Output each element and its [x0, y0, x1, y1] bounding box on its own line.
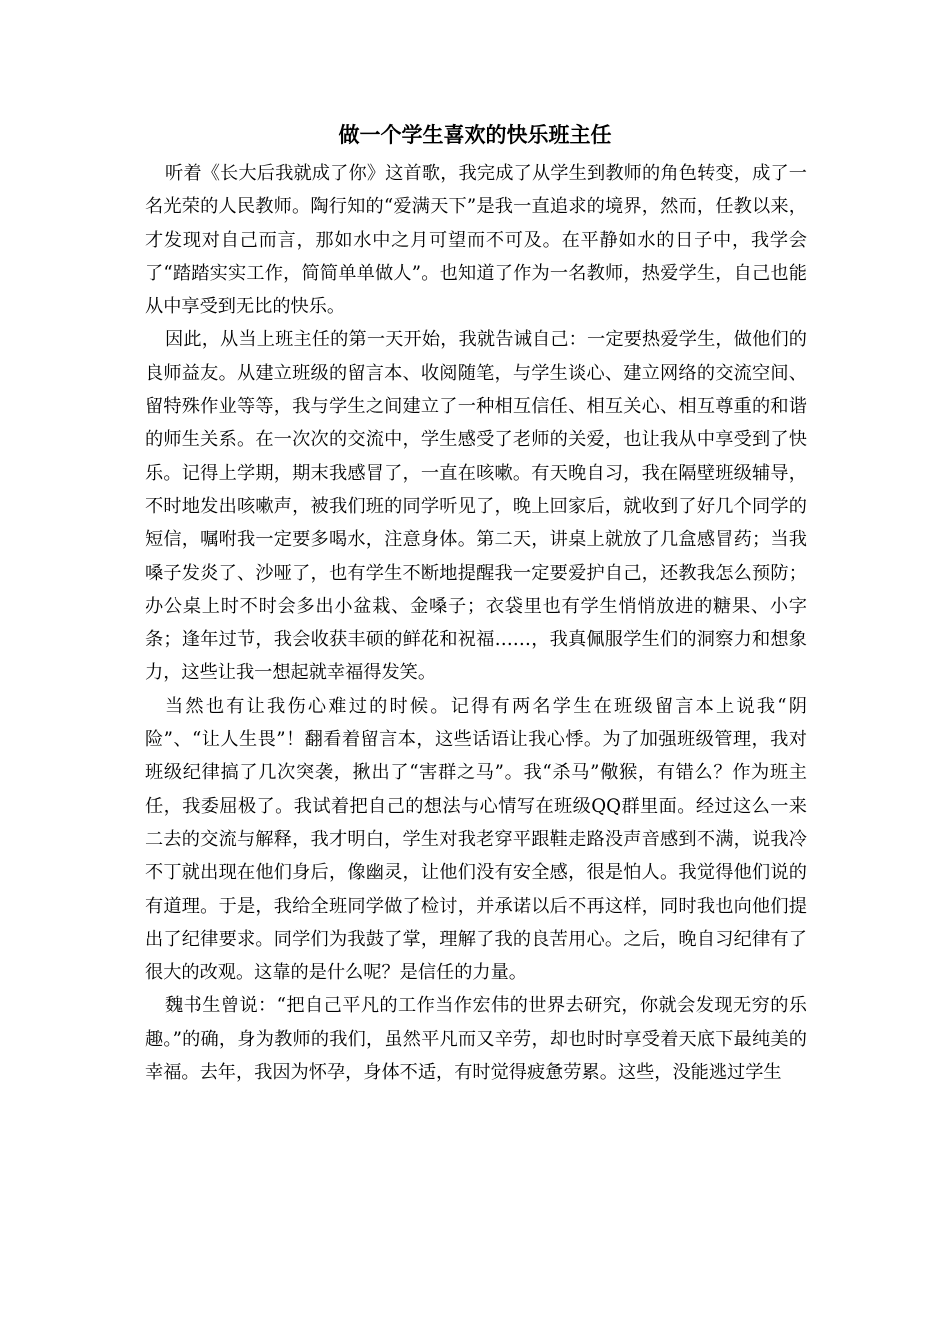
document-title: 做一个学生喜欢的快乐班主任 [338, 123, 612, 147]
document-body [145, 157, 807, 1089]
paragraph-3: 当然也有让我伤心难过的时候。记得有两名学生在班级留言本上说我“阴险”、“让人生畏”！翻看着留言本，这些话语让我心悸。为了加强班级管理，我对班级纪律搞了几次突袭，揪出了“害群之马”。我“杀马”儆猴，有错么？作为班主任，我委屈极了。我试着把自己的想法与心情写在班级QQ群里面。经过这么一来二去的交流与解释，我才明白，学生对我老穿平跟鞋走路没声音感到不满，说我冷不丁就出现在他们身后，像幽灵，让他们没有安全感，很是怕人。我觉得他们说的有道理。于是，我给全班同学做了检讨，并承诺以后不再这样，同时我也向他们提出了纪律要求。同学们为我鼓了掌，理解了我的良苦用心。之后，晚自习纪律有了很大的改观。这靠的是什么呢？是信任的力量。 [145, 695, 807, 984]
paragraph-4: 魏书生曾说：“把自己平凡的工作当作宏伟的世界去研究，你就会发现无穷的乐趣。”的确，身为教师的我们，虽然平凡而又辛劳，却也时时享受着天底下最纯美的幸福。去年，我因为怀孕，身体不适，有时觉得疲惫劳累。这些，没能逃过学生 [145, 995, 807, 1084]
paragraph-1: 听着《长大后我就成了你》这首歌，我完成了从学生到教师的角色转变，成了一名光荣的人民教师。陶行知的“爱满天下”是我一直追求的境界，然而，任教以来，才发现对自己而言，那如水中之月可望而不可及。在平静如水的日子中，我学会了“踏踏实实工作，简简单单做人”。也知道了作为一名教师，热爱学生，自己也能从中享受到无比的快乐。 [145, 163, 807, 318]
paragraph-2: 因此，从当上班主任的第一天开始，我就告诫自己：一定要热爱学生，做他们的良师益友。从建立班级的留言本、收阅随笔，与学生谈心、建立网络的交流空间、留特殊作业等等，我与学生之间建立了一种相互信任、相互关心、相互尊重的和谐的师生关系。在一次次的交流中，学生感受了老师的关爱，也让我从中享受到了快乐。记得上学期，期末我感冒了，一直在咳嗽。有天晚自习，我在隔壁班级辅导，不时地发出咳嗽声，被我们班的同学听见了，晚上回家后，就收到了好几个同学的短信，嘱咐我一定要多喝水，注意身体。第二天，讲桌上就放了几盒感冒药；当我嗓子发炎了、沙哑了，也有学生不断地提醒我一定要爱护自己，还教我怎么预防；办公桌上时不时会多出小盆栽、金嗓子；衣袋里也有学生悄悄放进的糖果、小字条；逢年过节，我会收获丰硕的鲜花和祝福……，我真佩服学生们的洞察力和想象力，这些让我一想起就幸福得发笑。 [145, 329, 807, 684]
